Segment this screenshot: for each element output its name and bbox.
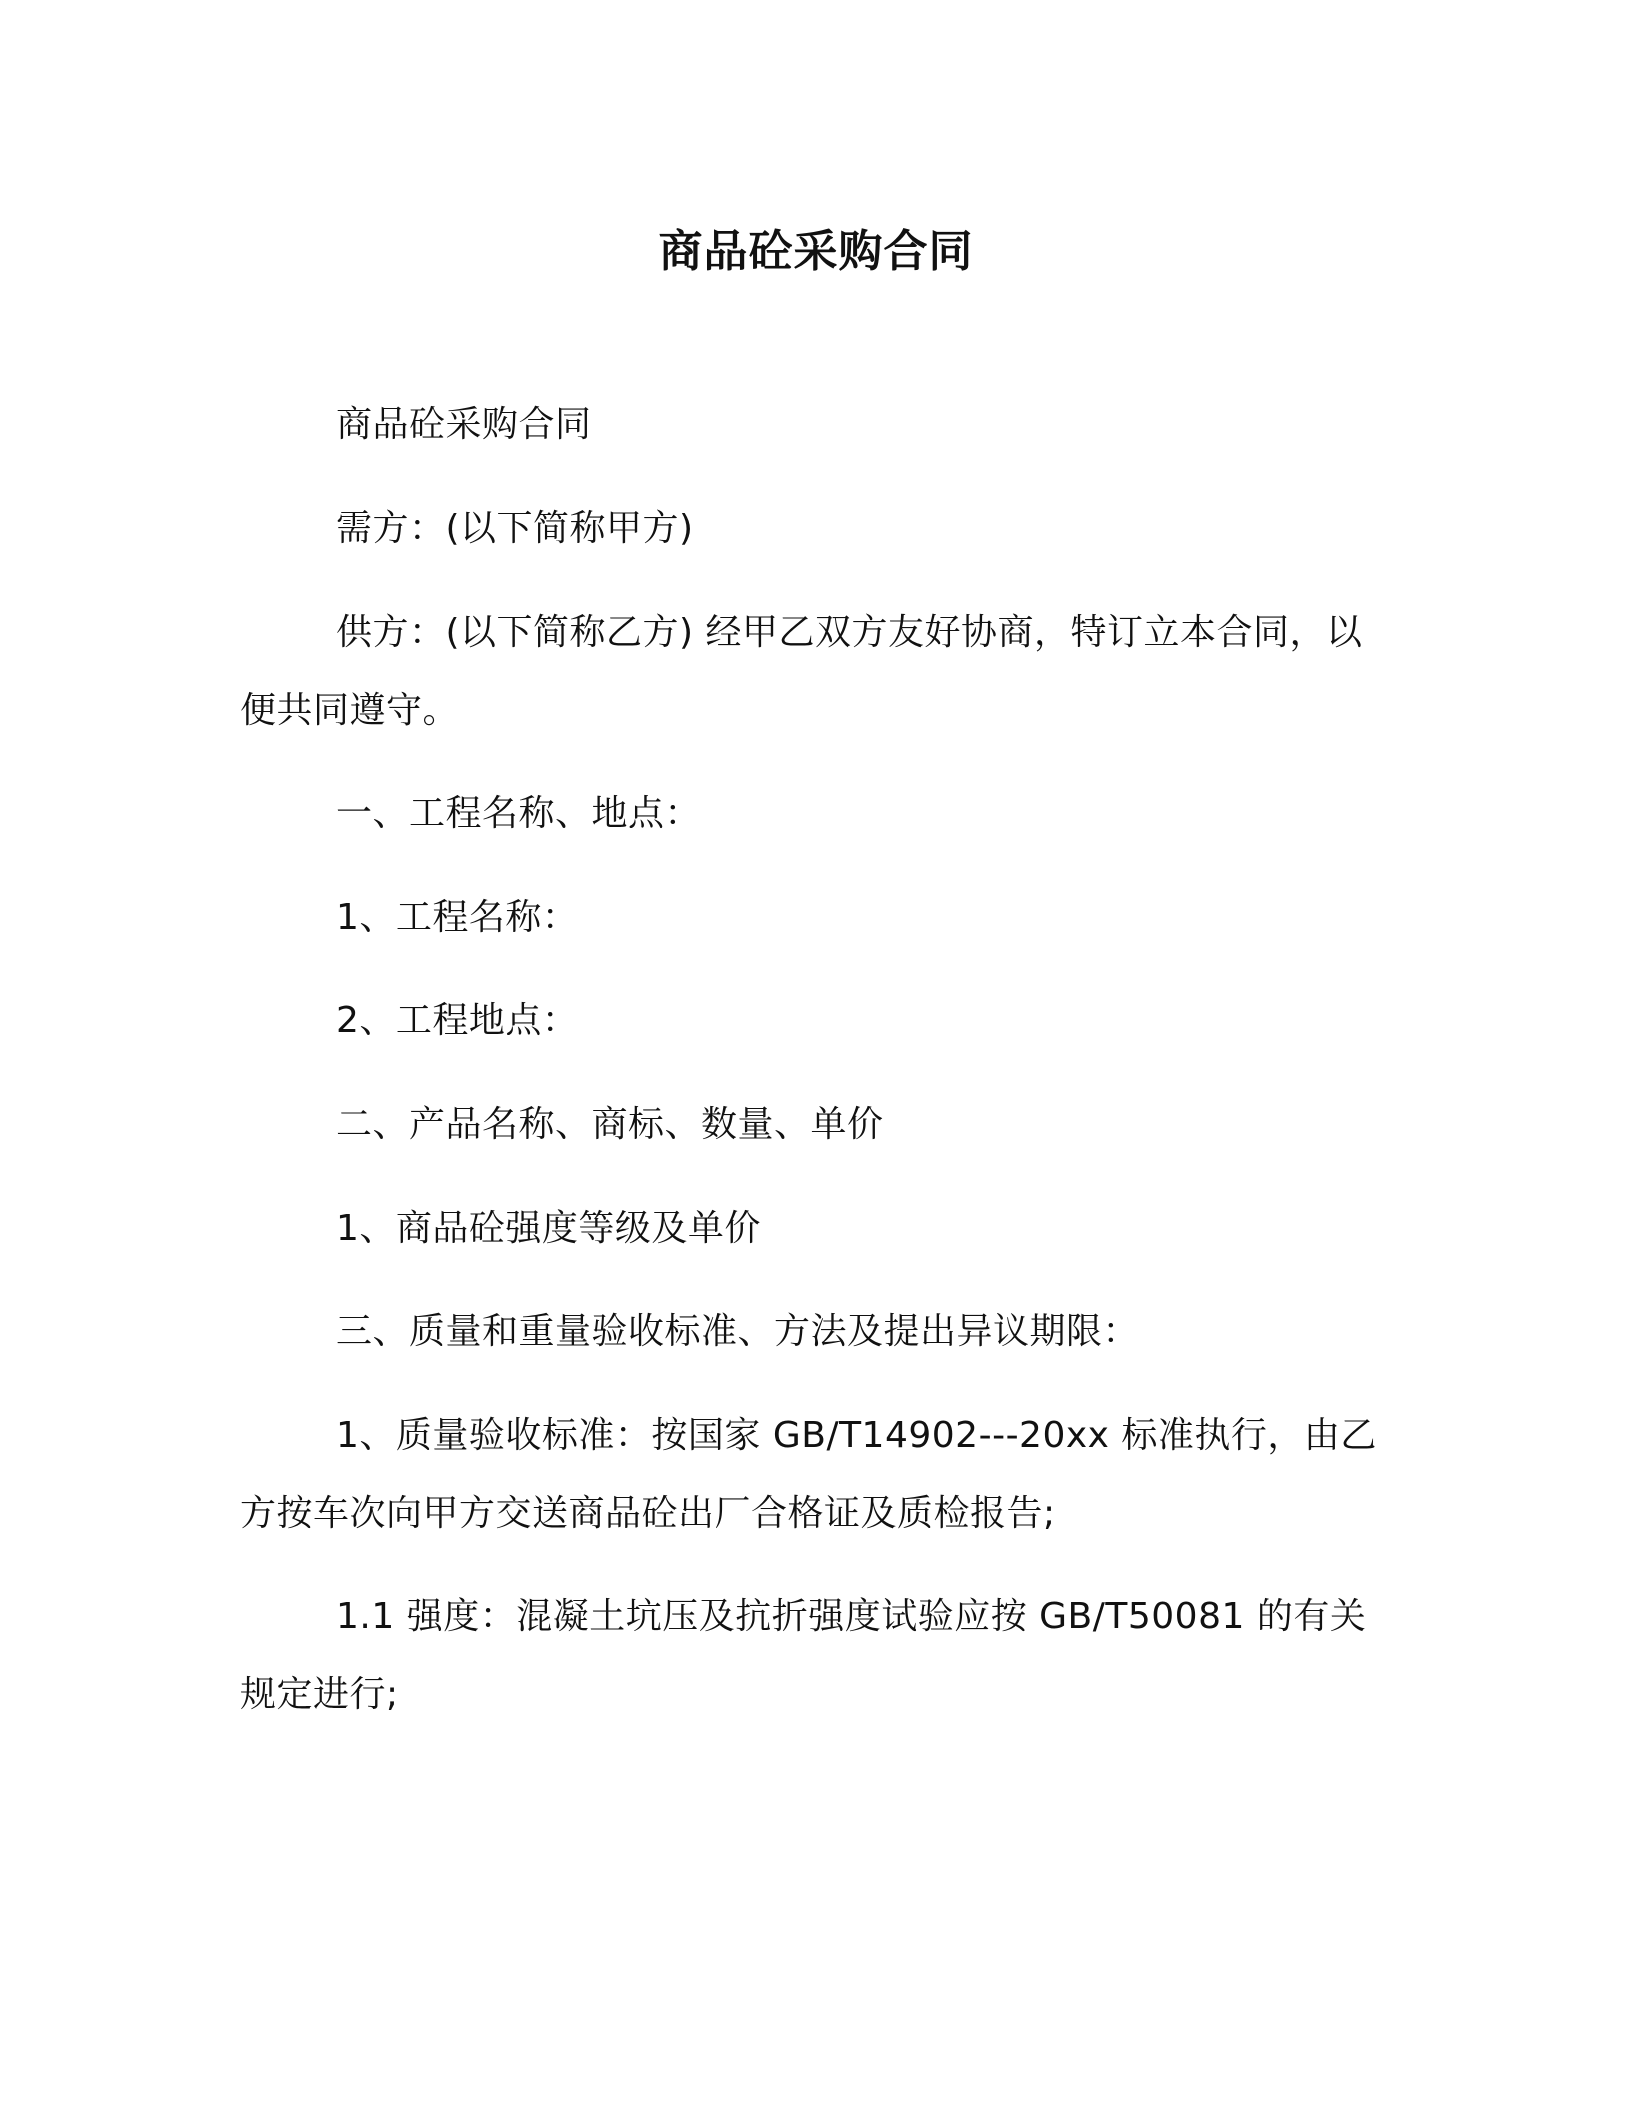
paragraph-project-location: 2、工程地点：: [336, 1000, 579, 1041]
paragraph-quality-standard: 1、质量验收标准：按国家 GB/T14902---20xx 标准执行，由乙方按车次向甲方交送商品砼出厂合格证及质检报告;: [240, 1415, 1377, 1534]
paragraph-buyer: 需方：(以下简称甲方): [336, 508, 694, 549]
paragraph-strength-grade: 1、商品砼强度等级及单价: [336, 1208, 761, 1249]
paragraph-heading: 商品砼采购合同: [336, 404, 592, 445]
paragraph-supplier: 供方：(以下简称乙方) 经甲乙双方友好协商，特订立本合同，以便共同遵守。: [240, 612, 1363, 731]
paragraph-section-1: 一、工程名称、地点：: [336, 793, 702, 834]
paragraph-project-name: 1、工程名称：: [336, 897, 579, 938]
paragraph-strength: 1.1 强度：混凝土坑压及抗折强度试验应按 GB/T50081 的有关规定进行;: [240, 1596, 1367, 1715]
paragraph-section-2: 二、产品名称、商标、数量、单价: [336, 1104, 884, 1145]
document-title: 商品砼采购合同: [658, 226, 974, 277]
paragraph-section-3: 三、质量和重量验收标准、方法及提出异议期限：: [336, 1311, 1140, 1352]
